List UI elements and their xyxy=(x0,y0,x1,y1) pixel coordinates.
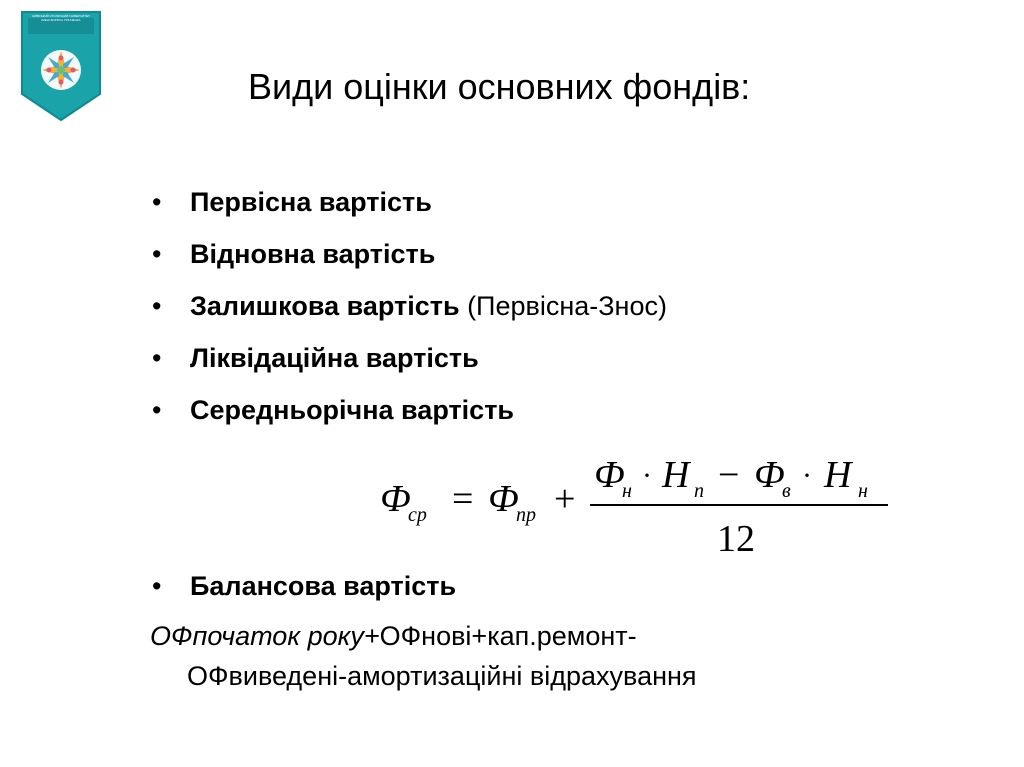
formula-num-b: Н xyxy=(662,455,690,496)
logo-text-line1: КИЇВСЬКИЙ СТОЛИЧНИЙ УНІВЕРСИТЕТ xyxy=(31,14,91,18)
formula-dot2: · xyxy=(802,459,812,492)
bullet-bold-text: Відновна вартість xyxy=(190,239,436,269)
paragraph-rest-line1: ОФнові+кап.ремонт- xyxy=(379,621,637,651)
formula-term1: Ф xyxy=(488,478,519,520)
bullet-item xyxy=(150,280,667,332)
formula-dot1: · xyxy=(642,459,652,492)
bullet-list-2 xyxy=(150,560,456,612)
bullet-bold-text: Середньорічна вартість xyxy=(190,395,515,425)
bullet-bold-text: Залишкова вартість xyxy=(190,291,460,321)
logo-text-line2: ІМЕНІ БОРИСА ГРІНЧЕНКА xyxy=(41,18,81,22)
formula-equals: = xyxy=(452,478,474,520)
formula-plus: + xyxy=(554,478,576,520)
bullet-item xyxy=(150,332,667,384)
formula-lhs-sub: ср xyxy=(408,504,427,526)
formula-denominator: 12 xyxy=(717,518,755,560)
formula-num-a: Ф xyxy=(594,455,625,496)
formula-minus: − xyxy=(718,455,740,496)
formula-num-b-sub: п xyxy=(694,480,704,502)
paragraph-line1 xyxy=(150,616,930,656)
formula-num-c-sub: в xyxy=(782,480,791,502)
formula-num-d-sub: н xyxy=(858,480,868,502)
bullet-bold-text: Ліквідаційна вартість xyxy=(190,343,479,373)
paragraph-italic-part: ОФпочаток року+ xyxy=(150,621,380,651)
bullet-normal-text: (Первісна-Знос) xyxy=(459,291,667,321)
bullet-item xyxy=(150,384,667,436)
formula-lhs: Ф xyxy=(380,478,411,520)
paragraph-line2: ОФвиведені-амортизаційні відрахування xyxy=(187,661,697,691)
formula-num-a-sub: н xyxy=(622,480,632,502)
bullet-list xyxy=(150,176,667,436)
university-emblem-icon xyxy=(20,10,102,122)
formula-num-d: Н xyxy=(824,455,852,496)
average-annual-value-formula xyxy=(372,455,892,565)
bullet-item xyxy=(150,228,667,280)
balance-formula-text xyxy=(150,616,930,696)
formula-term1-sub: пр xyxy=(516,504,536,526)
logo-text xyxy=(26,14,96,22)
bullet-item xyxy=(150,176,667,228)
bullet-bold-text: Балансова вартість xyxy=(190,571,457,601)
bullet-item xyxy=(150,560,456,612)
slide-title: Види оцінки основних фондів: xyxy=(248,66,751,107)
formula-num-c: Ф xyxy=(754,455,785,496)
bullet-bold-text: Первісна вартість xyxy=(190,187,432,217)
